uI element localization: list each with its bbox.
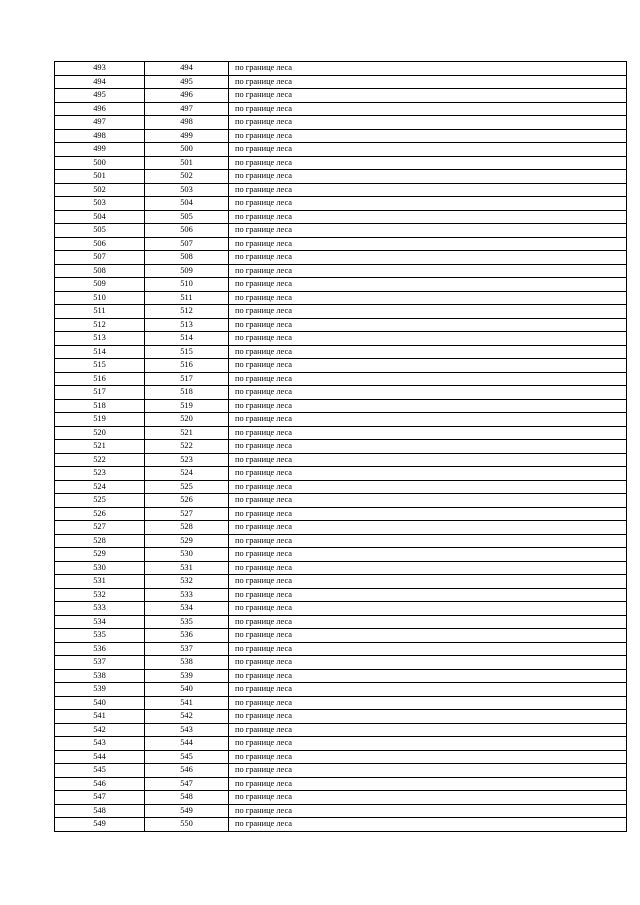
table-row	[55, 305, 627, 319]
table-row	[55, 534, 627, 548]
point-to-cell: 550	[145, 818, 229, 832]
table-row	[55, 237, 627, 251]
table-row	[55, 143, 627, 157]
table-row	[55, 561, 627, 575]
table-row	[55, 764, 627, 778]
boundary-description-cell: по границе леса	[229, 75, 627, 89]
point-from-cell: 529	[55, 548, 145, 562]
point-to-cell: 538	[145, 656, 229, 670]
table-body	[55, 62, 627, 832]
point-to-cell: 521	[145, 426, 229, 440]
table-row	[55, 453, 627, 467]
point-to-cell: 541	[145, 696, 229, 710]
point-from-cell: 510	[55, 291, 145, 305]
point-from-cell: 514	[55, 345, 145, 359]
point-from-cell: 522	[55, 453, 145, 467]
table-row	[55, 588, 627, 602]
table-row	[55, 777, 627, 791]
point-from-cell: 538	[55, 669, 145, 683]
point-from-cell: 532	[55, 588, 145, 602]
point-to-cell: 505	[145, 210, 229, 224]
boundary-description-cell: по границе леса	[229, 129, 627, 143]
point-from-cell: 504	[55, 210, 145, 224]
point-from-cell: 502	[55, 183, 145, 197]
table-row	[55, 683, 627, 697]
point-to-cell: 501	[145, 156, 229, 170]
boundary-description-cell: по границе леса	[229, 750, 627, 764]
point-from-cell: 497	[55, 116, 145, 130]
table-row	[55, 156, 627, 170]
point-from-cell: 531	[55, 575, 145, 589]
table-row	[55, 696, 627, 710]
table-row	[55, 210, 627, 224]
point-to-cell: 546	[145, 764, 229, 778]
point-to-cell: 524	[145, 467, 229, 481]
point-to-cell: 549	[145, 804, 229, 818]
boundary-description-cell: по границе леса	[229, 237, 627, 251]
point-from-cell: 503	[55, 197, 145, 211]
point-from-cell: 537	[55, 656, 145, 670]
table-row	[55, 548, 627, 562]
point-from-cell: 494	[55, 75, 145, 89]
boundary-description-cell: по границе леса	[229, 480, 627, 494]
table-row	[55, 642, 627, 656]
boundary-description-cell: по границе леса	[229, 278, 627, 292]
boundary-description-cell: по границе леса	[229, 305, 627, 319]
point-from-cell: 519	[55, 413, 145, 427]
table-row	[55, 332, 627, 346]
point-from-cell: 521	[55, 440, 145, 454]
point-to-cell: 515	[145, 345, 229, 359]
point-to-cell: 513	[145, 318, 229, 332]
boundary-description-cell: по границе леса	[229, 386, 627, 400]
point-from-cell: 545	[55, 764, 145, 778]
boundary-description-cell: по границе леса	[229, 170, 627, 184]
point-to-cell: 503	[145, 183, 229, 197]
table-row	[55, 521, 627, 535]
point-from-cell: 541	[55, 710, 145, 724]
boundary-description-cell: по границе леса	[229, 332, 627, 346]
table-row	[55, 318, 627, 332]
point-to-cell: 536	[145, 629, 229, 643]
point-to-cell: 519	[145, 399, 229, 413]
table-row	[55, 480, 627, 494]
point-from-cell: 493	[55, 62, 145, 76]
point-to-cell: 522	[145, 440, 229, 454]
boundary-description-cell: по границе леса	[229, 656, 627, 670]
table-row	[55, 750, 627, 764]
point-to-cell: 502	[145, 170, 229, 184]
table-row	[55, 345, 627, 359]
boundary-description-cell: по границе леса	[229, 642, 627, 656]
table-row	[55, 710, 627, 724]
point-to-cell: 543	[145, 723, 229, 737]
boundary-description-cell: по границе леса	[229, 696, 627, 710]
boundary-description-cell: по границе леса	[229, 561, 627, 575]
boundary-description-cell: по границе леса	[229, 318, 627, 332]
point-to-cell: 530	[145, 548, 229, 562]
point-from-cell: 516	[55, 372, 145, 386]
point-to-cell: 544	[145, 737, 229, 751]
point-to-cell: 509	[145, 264, 229, 278]
point-to-cell: 542	[145, 710, 229, 724]
point-to-cell: 512	[145, 305, 229, 319]
boundary-description-cell: по границе леса	[229, 588, 627, 602]
point-to-cell: 528	[145, 521, 229, 535]
point-from-cell: 524	[55, 480, 145, 494]
table-row	[55, 629, 627, 643]
boundary-description-cell: по границе леса	[229, 89, 627, 103]
point-to-cell: 545	[145, 750, 229, 764]
table-row	[55, 183, 627, 197]
boundary-description-cell: по границе леса	[229, 183, 627, 197]
table-row	[55, 494, 627, 508]
point-to-cell: 506	[145, 224, 229, 238]
boundary-description-cell: по границе леса	[229, 737, 627, 751]
point-to-cell: 498	[145, 116, 229, 130]
table-row	[55, 737, 627, 751]
point-from-cell: 513	[55, 332, 145, 346]
table-row	[55, 264, 627, 278]
point-from-cell: 549	[55, 818, 145, 832]
table-row	[55, 102, 627, 116]
table-row	[55, 426, 627, 440]
boundary-description-cell: по границе леса	[229, 818, 627, 832]
point-from-cell: 501	[55, 170, 145, 184]
table-row	[55, 575, 627, 589]
point-from-cell: 534	[55, 615, 145, 629]
point-from-cell: 530	[55, 561, 145, 575]
point-from-cell: 548	[55, 804, 145, 818]
point-to-cell: 539	[145, 669, 229, 683]
boundary-description-cell: по границе леса	[229, 413, 627, 427]
point-to-cell: 497	[145, 102, 229, 116]
point-from-cell: 511	[55, 305, 145, 319]
boundary-description-cell: по границе леса	[229, 791, 627, 805]
point-from-cell: 536	[55, 642, 145, 656]
boundary-description-cell: по границе леса	[229, 723, 627, 737]
point-from-cell: 498	[55, 129, 145, 143]
table-row	[55, 129, 627, 143]
point-to-cell: 510	[145, 278, 229, 292]
boundary-description-cell: по границе леса	[229, 507, 627, 521]
boundary-description-cell: по границе леса	[229, 777, 627, 791]
point-to-cell: 526	[145, 494, 229, 508]
point-to-cell: 540	[145, 683, 229, 697]
boundary-description-cell: по границе леса	[229, 224, 627, 238]
boundary-description-cell: по границе леса	[229, 494, 627, 508]
table-row	[55, 386, 627, 400]
point-from-cell: 507	[55, 251, 145, 265]
point-to-cell: 504	[145, 197, 229, 211]
boundary-description-cell: по границе леса	[229, 345, 627, 359]
boundary-description-cell: по границе леса	[229, 548, 627, 562]
boundary-description-cell: по границе леса	[229, 399, 627, 413]
point-to-cell: 532	[145, 575, 229, 589]
point-from-cell: 526	[55, 507, 145, 521]
point-from-cell: 533	[55, 602, 145, 616]
point-from-cell: 496	[55, 102, 145, 116]
table-row	[55, 372, 627, 386]
table-row	[55, 224, 627, 238]
boundary-description-cell: по границе леса	[229, 575, 627, 589]
point-to-cell: 517	[145, 372, 229, 386]
point-from-cell: 540	[55, 696, 145, 710]
point-from-cell: 506	[55, 237, 145, 251]
point-from-cell: 525	[55, 494, 145, 508]
boundary-description-cell: по границе леса	[229, 143, 627, 157]
boundary-description-cell: по границе леса	[229, 116, 627, 130]
point-to-cell: 525	[145, 480, 229, 494]
point-to-cell: 535	[145, 615, 229, 629]
point-to-cell: 547	[145, 777, 229, 791]
boundary-description-cell: по границе леса	[229, 156, 627, 170]
table-row	[55, 413, 627, 427]
point-from-cell: 523	[55, 467, 145, 481]
point-to-cell: 499	[145, 129, 229, 143]
point-from-cell: 520	[55, 426, 145, 440]
point-to-cell: 527	[145, 507, 229, 521]
point-from-cell: 543	[55, 737, 145, 751]
boundary-description-cell: по границе леса	[229, 291, 627, 305]
table-row	[55, 602, 627, 616]
table-row	[55, 170, 627, 184]
boundary-description-cell: по границе леса	[229, 359, 627, 373]
boundary-description-cell: по границе леса	[229, 710, 627, 724]
point-from-cell: 539	[55, 683, 145, 697]
point-from-cell: 499	[55, 143, 145, 157]
point-from-cell: 515	[55, 359, 145, 373]
point-to-cell: 548	[145, 791, 229, 805]
point-to-cell: 500	[145, 143, 229, 157]
point-to-cell: 516	[145, 359, 229, 373]
boundary-description-cell: по границе леса	[229, 629, 627, 643]
table-row	[55, 669, 627, 683]
point-from-cell: 517	[55, 386, 145, 400]
table-row	[55, 467, 627, 481]
boundary-description-cell: по границе леса	[229, 102, 627, 116]
table-row	[55, 818, 627, 832]
boundary-description-cell: по границе леса	[229, 426, 627, 440]
point-to-cell: 531	[145, 561, 229, 575]
point-to-cell: 494	[145, 62, 229, 76]
boundary-description-cell: по границе леса	[229, 440, 627, 454]
boundary-description-cell: по границе леса	[229, 804, 627, 818]
point-from-cell: 509	[55, 278, 145, 292]
table-row	[55, 723, 627, 737]
table-row	[55, 359, 627, 373]
boundary-description-cell: по границе леса	[229, 683, 627, 697]
table-row	[55, 291, 627, 305]
point-from-cell: 528	[55, 534, 145, 548]
table-row	[55, 251, 627, 265]
table-row	[55, 278, 627, 292]
boundary-description-cell: по границе леса	[229, 669, 627, 683]
point-to-cell: 508	[145, 251, 229, 265]
boundary-description-cell: по границе леса	[229, 534, 627, 548]
point-from-cell: 546	[55, 777, 145, 791]
table-row	[55, 116, 627, 130]
table-row	[55, 656, 627, 670]
point-to-cell: 507	[145, 237, 229, 251]
point-to-cell: 520	[145, 413, 229, 427]
boundary-description-cell: по границе леса	[229, 62, 627, 76]
boundary-description-cell: по границе леса	[229, 764, 627, 778]
point-to-cell: 511	[145, 291, 229, 305]
boundary-description-cell: по границе леса	[229, 521, 627, 535]
point-from-cell: 518	[55, 399, 145, 413]
table-row	[55, 197, 627, 211]
table-row	[55, 804, 627, 818]
point-from-cell: 512	[55, 318, 145, 332]
point-from-cell: 500	[55, 156, 145, 170]
table-row	[55, 62, 627, 76]
boundary-description-cell: по границе леса	[229, 602, 627, 616]
table-row	[55, 507, 627, 521]
point-to-cell: 523	[145, 453, 229, 467]
point-to-cell: 534	[145, 602, 229, 616]
table-row	[55, 791, 627, 805]
boundary-description-cell: по границе леса	[229, 197, 627, 211]
table-row	[55, 399, 627, 413]
point-from-cell: 527	[55, 521, 145, 535]
point-from-cell: 542	[55, 723, 145, 737]
point-to-cell: 514	[145, 332, 229, 346]
point-to-cell: 496	[145, 89, 229, 103]
point-from-cell: 535	[55, 629, 145, 643]
point-to-cell: 518	[145, 386, 229, 400]
boundary-description-cell: по границе леса	[229, 453, 627, 467]
boundary-description-cell: по границе леса	[229, 210, 627, 224]
table-row	[55, 89, 627, 103]
point-from-cell: 544	[55, 750, 145, 764]
point-from-cell: 508	[55, 264, 145, 278]
point-to-cell: 529	[145, 534, 229, 548]
table-row	[55, 440, 627, 454]
boundary-points-table	[54, 61, 627, 832]
boundary-description-cell: по границе леса	[229, 615, 627, 629]
boundary-description-cell: по границе леса	[229, 372, 627, 386]
boundary-description-cell: по границе леса	[229, 251, 627, 265]
point-to-cell: 533	[145, 588, 229, 602]
boundary-description-cell: по границе леса	[229, 467, 627, 481]
point-from-cell: 495	[55, 89, 145, 103]
table-row	[55, 75, 627, 89]
boundary-description-cell: по границе леса	[229, 264, 627, 278]
point-to-cell: 537	[145, 642, 229, 656]
point-from-cell: 547	[55, 791, 145, 805]
point-from-cell: 505	[55, 224, 145, 238]
point-to-cell: 495	[145, 75, 229, 89]
table-row	[55, 615, 627, 629]
